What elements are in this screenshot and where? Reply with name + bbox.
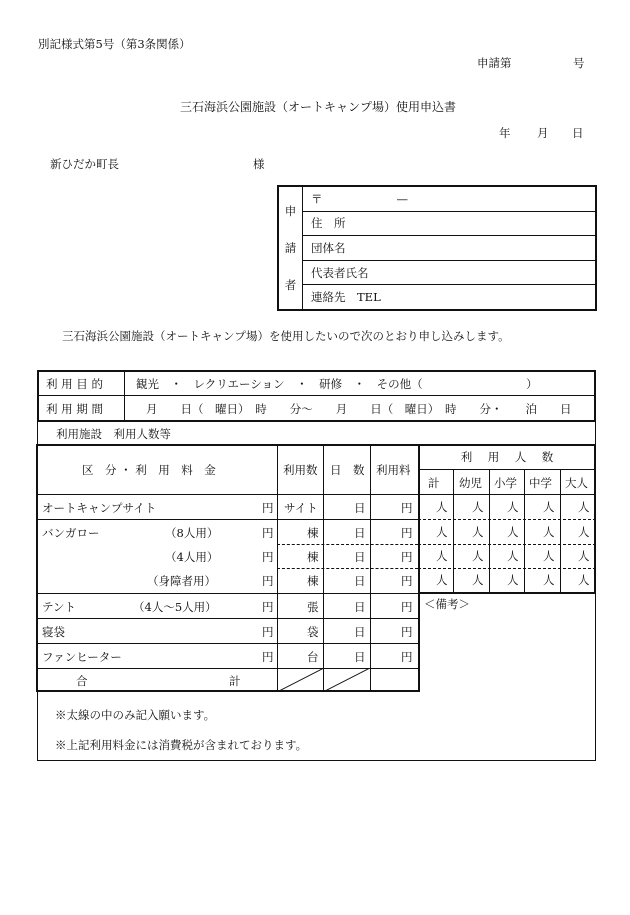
purpose-divider bbox=[124, 372, 125, 396]
address-field[interactable] bbox=[303, 212, 595, 237]
people-count-cell[interactable]: 人 bbox=[543, 525, 555, 539]
people-count-cell[interactable]: 人 bbox=[507, 500, 519, 514]
people-count-cell[interactable]: 人 bbox=[543, 500, 555, 514]
row-line bbox=[418, 469, 596, 470]
row-spec-8: （8人用） bbox=[165, 526, 219, 540]
yen-unit: 円 bbox=[262, 574, 274, 588]
dashed-line bbox=[418, 544, 596, 545]
dashed-line bbox=[418, 519, 596, 520]
people-count-cell[interactable]: 人 bbox=[436, 573, 448, 587]
day-unit: 日 bbox=[354, 625, 366, 639]
period-divider bbox=[124, 396, 125, 421]
day-unit: 日 bbox=[354, 650, 366, 664]
col-line bbox=[560, 469, 561, 594]
fee-header-text: 利用料 bbox=[376, 463, 411, 477]
row-line bbox=[418, 494, 596, 495]
people-count-cell[interactable]: 人 bbox=[436, 500, 448, 514]
row-spec-4: （4人用） bbox=[165, 550, 219, 564]
people-count-cell[interactable]: 人 bbox=[578, 549, 590, 563]
yen-unit: 円 bbox=[262, 550, 274, 564]
people-count-cell[interactable]: 人 bbox=[436, 549, 448, 563]
row-line bbox=[37, 519, 418, 520]
col-line bbox=[524, 469, 525, 594]
row-name-tent: テント bbox=[42, 600, 76, 614]
unit-tent: 張 bbox=[307, 600, 319, 614]
facility-heading: 利用施設 利用人数等 bbox=[56, 427, 171, 441]
note-2: ※上記利用料金には消費税が含まれております。 bbox=[55, 738, 308, 752]
people-count-cell[interactable]: 人 bbox=[507, 549, 519, 563]
total-count-slash bbox=[277, 668, 324, 692]
people-title: 利 用 人 数 bbox=[460, 450, 556, 464]
document-title: 三石海浜公園施設（オートキャンプ場）使用申込書 bbox=[180, 100, 457, 114]
people-count-cell[interactable]: 人 bbox=[507, 573, 519, 587]
row-name-heater: ファンヒーター bbox=[42, 650, 122, 664]
unit-bag: 袋 bbox=[307, 625, 319, 639]
yen-unit: 円 bbox=[262, 600, 274, 614]
row-line bbox=[37, 643, 418, 644]
period-text[interactable]: 月 日（ 曜日） 時 分～ 月 日（ 曜日） 時 分・ 泊 日 bbox=[146, 402, 572, 416]
unit-bungalow: 棟 bbox=[307, 574, 319, 588]
day-unit: 日 bbox=[354, 550, 366, 564]
unit-heater: 台 bbox=[307, 650, 319, 664]
people-count-cell[interactable]: 人 bbox=[472, 500, 484, 514]
fee-yen: 円 bbox=[401, 550, 413, 564]
unit-bungalow: 棟 bbox=[307, 550, 319, 564]
side-char-2: 請 bbox=[284, 240, 297, 255]
postal-code-field[interactable] bbox=[303, 187, 595, 212]
col-line bbox=[489, 469, 490, 594]
date-day: 日 bbox=[572, 126, 584, 140]
applicant-box bbox=[277, 185, 597, 311]
form-reference: 別記様式第5号（第3条関係） bbox=[38, 37, 191, 51]
dashed-line bbox=[277, 544, 418, 545]
people-col-infant: 幼児 bbox=[459, 476, 482, 490]
category-header-text: 区 分 ・ 利 用 料 金 bbox=[82, 463, 216, 477]
day-unit: 日 bbox=[354, 501, 366, 515]
row-name-sleeping-bag: 寝袋 bbox=[42, 625, 65, 639]
fee-yen: 円 bbox=[401, 650, 413, 664]
fee-yen: 円 bbox=[401, 574, 413, 588]
remarks-label: ＜備考＞ bbox=[424, 597, 470, 611]
total-days-slash bbox=[323, 668, 370, 692]
row-line bbox=[38, 395, 595, 396]
people-count-cell[interactable]: 人 bbox=[578, 525, 590, 539]
people-count-cell[interactable]: 人 bbox=[472, 525, 484, 539]
people-col-elementary: 小学 bbox=[494, 476, 517, 490]
side-char-3: 者 bbox=[284, 277, 297, 292]
date-year: 年 bbox=[499, 126, 511, 140]
date-month: 月 bbox=[537, 126, 549, 140]
group-label: 団体名 bbox=[311, 240, 346, 255]
representative-label: 代表者氏名 bbox=[311, 265, 369, 280]
people-col-adult: 大人 bbox=[565, 476, 588, 490]
people-count-cell[interactable]: 人 bbox=[472, 573, 484, 587]
yen-unit: 円 bbox=[262, 501, 274, 515]
applicant-side-label bbox=[279, 187, 303, 309]
dashed-line bbox=[277, 568, 418, 569]
contact-field[interactable] bbox=[303, 285, 595, 309]
fee-yen: 円 bbox=[401, 625, 413, 639]
yen-unit: 円 bbox=[262, 650, 274, 664]
people-count-cell[interactable]: 人 bbox=[436, 525, 448, 539]
day-unit: 日 bbox=[354, 574, 366, 588]
people-count-cell[interactable]: 人 bbox=[472, 549, 484, 563]
row-spec-accessible: （身障者用） bbox=[147, 574, 216, 588]
people-count-cell[interactable]: 人 bbox=[578, 500, 590, 514]
application-number-suffix: 号 bbox=[573, 56, 585, 70]
row-line bbox=[37, 618, 418, 619]
note-1: ※太線の中のみ記入願います。 bbox=[55, 708, 216, 722]
people-count-cell[interactable]: 人 bbox=[543, 549, 555, 563]
purpose-label: 利 用 目 的 bbox=[46, 377, 103, 391]
honorific: 様 bbox=[253, 157, 265, 171]
total-left: 合 bbox=[76, 674, 88, 688]
day-unit: 日 bbox=[354, 526, 366, 540]
application-number-prefix: 申請第 bbox=[477, 56, 512, 70]
people-col-total: 計 bbox=[428, 476, 440, 490]
fee-yen: 円 bbox=[401, 526, 413, 540]
row-line bbox=[37, 494, 418, 495]
people-count-cell[interactable]: 人 bbox=[578, 573, 590, 587]
people-col-junior: 中学 bbox=[529, 476, 552, 490]
row-name-autocamp: オートキャンプサイト bbox=[42, 501, 157, 515]
period-label: 利 用 期 間 bbox=[46, 402, 103, 416]
people-count-cell[interactable]: 人 bbox=[543, 573, 555, 587]
row-spec-tent: （4人～5人用） bbox=[133, 600, 217, 614]
unit-site: サイト bbox=[284, 501, 318, 515]
unit-bungalow: 棟 bbox=[307, 526, 319, 540]
side-char-1: 申 bbox=[284, 204, 297, 219]
count-header-text: 利用数 bbox=[283, 463, 318, 477]
postal-mark: 〒 bbox=[311, 191, 323, 206]
intro-text: 三石海浜公園施設（オートキャンプ場）を使用したいので次のとおり申し込みします。 bbox=[62, 329, 510, 343]
yen-unit: 円 bbox=[262, 526, 274, 540]
fee-yen: 円 bbox=[401, 600, 413, 614]
row-name-bungalow: バンガロー bbox=[42, 526, 100, 540]
day-unit: 日 bbox=[354, 600, 366, 614]
postal-dash: — bbox=[396, 191, 408, 206]
address-label: 住 所 bbox=[311, 216, 346, 231]
row-line bbox=[37, 593, 418, 594]
col-line bbox=[453, 469, 454, 594]
contact-label: 連絡先 TEL bbox=[311, 290, 381, 305]
people-count-cell[interactable]: 人 bbox=[507, 525, 519, 539]
group-name-field[interactable] bbox=[303, 236, 595, 261]
fee-yen: 円 bbox=[401, 501, 413, 515]
days-header-text: 日 数 bbox=[330, 463, 365, 477]
dashed-line bbox=[418, 568, 596, 569]
purpose-options[interactable]: 観光 ・ レクリエーション ・ 研修 ・ その他（ ） bbox=[136, 377, 538, 391]
representative-field[interactable] bbox=[303, 261, 595, 286]
addressee: 新ひだか町長 bbox=[50, 157, 119, 171]
yen-unit: 円 bbox=[262, 625, 274, 639]
total-right: 計 bbox=[229, 674, 241, 688]
